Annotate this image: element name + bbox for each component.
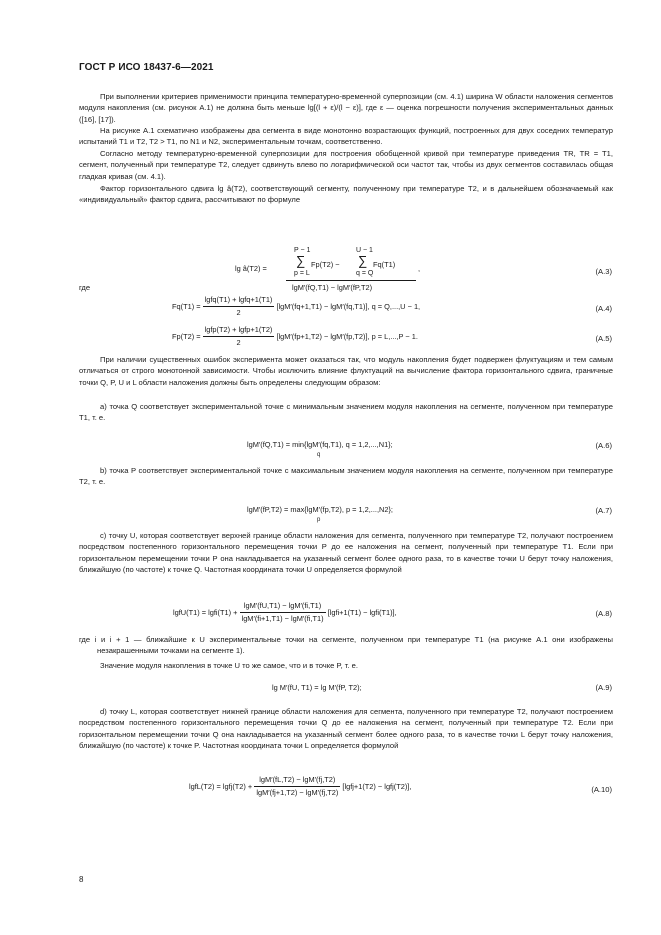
eq-a4-frac-den: 2 [236,308,241,317]
eq-a5-frac-num: lgfp(T2) + lgfp+1(T2) [203,325,275,337]
equation-a10 [189,775,411,798]
eq-a5-rest: [lgM′(fp+1,T2) − lgM′(fp,T2)], p = L,...,P − 1. [276,331,418,341]
eq-a8-frac-den: lgM′(fi+1,T1) − lgM′(fi,T1) [241,614,324,623]
eq-a5-lhs: Fp(T2) = [172,331,201,341]
equation-a5 [172,325,418,348]
eq-a5-fraction [203,325,275,348]
equation-a6-number: (А.6) [595,441,612,450]
paragraph-superposition-method: Согласно методу температурно-временной суперпозиции для построения обобщенной кривой при температуре приведения TR, TR = T1, сегмент, полученный при температуре T2, следует сдвинуть влево по логарифмической оси частот так, чтобы из двух сегментов составилась общая гладкая кривая (см. 4.1). [79,149,613,181]
eq-a9-text: lg M′(fU, T1) = lg M′(fP, T2); [272,683,362,692]
eq-a3-sum1-sign: ∑ [296,253,306,268]
eq-a8-frac-num: lgM′(fU,T1) − lgM′(fi,T1) [240,601,326,613]
eq-a4-lhs: Fq(T1) = [172,301,201,311]
eq-a10-lhs: lgfL(T2) = lgfj(T2) + [189,781,253,791]
eq-a4-fraction [203,295,275,318]
paragraph-width-criterion: При выполнении критериев применимости принципа температурно-временной суперпозиции (см. 4.1) ширина W области наложения сегментов модуля накопления (см. рисунок А.1) не должна быть меньше lg[(l + ε)/(l − ε)], где ε — оценка погрешности получения экспериментальных данных ([16], [17]). [79,92,613,124]
equation-a7 [247,505,393,523]
paragraph-point-u: с) точку U, которая соответствует верхней границе области наложения для сегмента, полученного при температуре T2, получают построением посредством постепенного горизонтального перемещения точки P до ее наложения на сегмент, полученный при температуре T1. Если при горизонтальном перемещении точки P она накладывается на указанный сегмент более одного раза, то в качестве точки U берут точку наложения, ближайшую (по частоте) к точке Q. Частотная координата точки U определяется формулой [79,531,613,574]
equation-a10-number: (А.10) [591,785,612,794]
eq-a8-rest: [lgfi+1(T1) − lgfi(T1)], [327,607,397,617]
equation-a8 [173,601,397,624]
equation-a6 [247,440,393,458]
paragraph-point-l: d) точку L, которая соответствует нижней границе области наложения для сегмента, полученного при температуре T2, получают построением посредством постепенного горизонтального перемещения точки Q до ее наложения на сегмент, полученный при температуре T2. Если при горизонтальном перемещении точки Q она накладывается на указанный сегмент более одного раза, то в качестве точки L берут точку наложения, ближайшую (по частоте) к точке P. Частотная координата точки L определяется формулой [79,707,613,750]
eq-a3-sum1-top: P − 1 [294,247,311,254]
eq-a8-fraction [240,601,326,624]
paragraph-where-i: где i и i + 1 — ближайшие к U экспериментальные точки на сегменте, полученном при температуре T1 (на рисунке А.1 они изображены незакрашенными точками на сегменте 1). [79,635,613,656]
paragraph-point-p: b) точка P соответствует экспериментальной точке с максимальным значением модуля накопления на сегменте, полученном при температуре T2, т. е. [79,466,613,487]
paragraph-u-modulus: Значение модуля накопления в точке U то же самое, что и в точке P, т. е. [100,661,358,670]
document-header: ГОСТ Р ИСО 18437-6—2021 [79,62,214,73]
eq-a6-text: lgM′(fQ,T1) = min{lgM′(fq,T1), q = 1,2,...,N1}; [247,440,393,449]
equation-a8-number: (А.8) [595,609,612,618]
eq-a3-sum1-bottom: p = L [294,270,310,277]
equation-a4-number: (А.4) [595,304,612,313]
eq-a10-rest: [lgfj+1(T2) − lgfj(T2)], [342,781,412,791]
equation-a4 [172,295,420,318]
eq-a5-frac-den: 2 [236,338,241,347]
equation-a9 [272,683,362,693]
eq-a3-sum2-sign: ∑ [358,253,368,268]
page-number: 8 [79,875,84,884]
eq-a10-fraction [254,775,340,798]
eq-a8-lhs: lgfU(T1) = lgfi(T1) + [173,607,238,617]
eq-a3-tail: , [418,264,421,273]
eq-a3-sum2-bottom: q = Q [356,270,374,277]
paragraph-fluctuations: При наличии существенных ошибок эксперимента может оказаться так, что модуль накопления будет подвержен флуктуациям и тем самым отличаться от строго монотонной зависимости. Чтобы исключить влияние флуктуаций на вычисление фактора горизонтального сдвига, граничные точки Q, P, U и L области наложения должны быть определены следующим образом: [79,355,613,387]
paragraph-point-q: а) точка Q соответствует экспериментальной точке с минимальным значением модуля накопления на сегменте, полученном при температуре T1, т. е. [79,402,613,423]
equation-a3-number: (А.3) [595,267,612,276]
eq-a3-denominator: lgM′(fQ,T1) − lgM′(fP,T2) [292,283,373,292]
equation-a5-number: (А.5) [595,334,612,343]
eq-a3-lhs: lg â(T2) = [235,264,267,273]
eq-a10-frac-den: lgM′(fj+1,T2) − lgM′(fj,T2) [256,788,339,797]
where-label-1: где [79,283,91,292]
eq-a7-text: lgM′(fP,T2) = max{lgM′(fp,T2), p = 1,2,...,N2}; [247,505,393,514]
eq-a3-sum1-term: Fp(T2) − [311,260,340,269]
eq-a6-sub: q [317,452,321,458]
eq-a4-rest: [lgM′(fq+1,T1) − lgM′(fq,T1)], q = Q,...,U − 1, [276,301,421,311]
eq-a7-sub: p [317,517,321,523]
eq-a3-sum2-top: U − 1 [356,247,373,254]
eq-a10-frac-num: lgM′(fL,T2) − lgM′(fj,T2) [254,775,340,787]
paragraph-shift-factor: Фактор горизонтального сдвига lg â(T2), соответствующий сегменту, полученному при температуре T2, и в дальнейшем обозначаемый как «индивидуальный» фактор сдвига, рассчитывают по формуле [79,184,613,205]
equation-a9-number: (А.9) [595,683,612,692]
paragraph-figure-description: На рисунке А.1 схематично изображены два сегмента в виде монотонно возрастающих функций, построенных для двух соседних температур испытаний T1 и T2, T2 > T1, по N1 и N2, экспериментальным точкам, соответственно. [79,126,613,147]
eq-a4-frac-num: lgfq(T1) + lgfq+1(T1) [203,295,275,307]
equation-a7-number: (А.7) [595,506,612,515]
eq-a3-sum2-term: Fq(T1) [373,260,396,269]
